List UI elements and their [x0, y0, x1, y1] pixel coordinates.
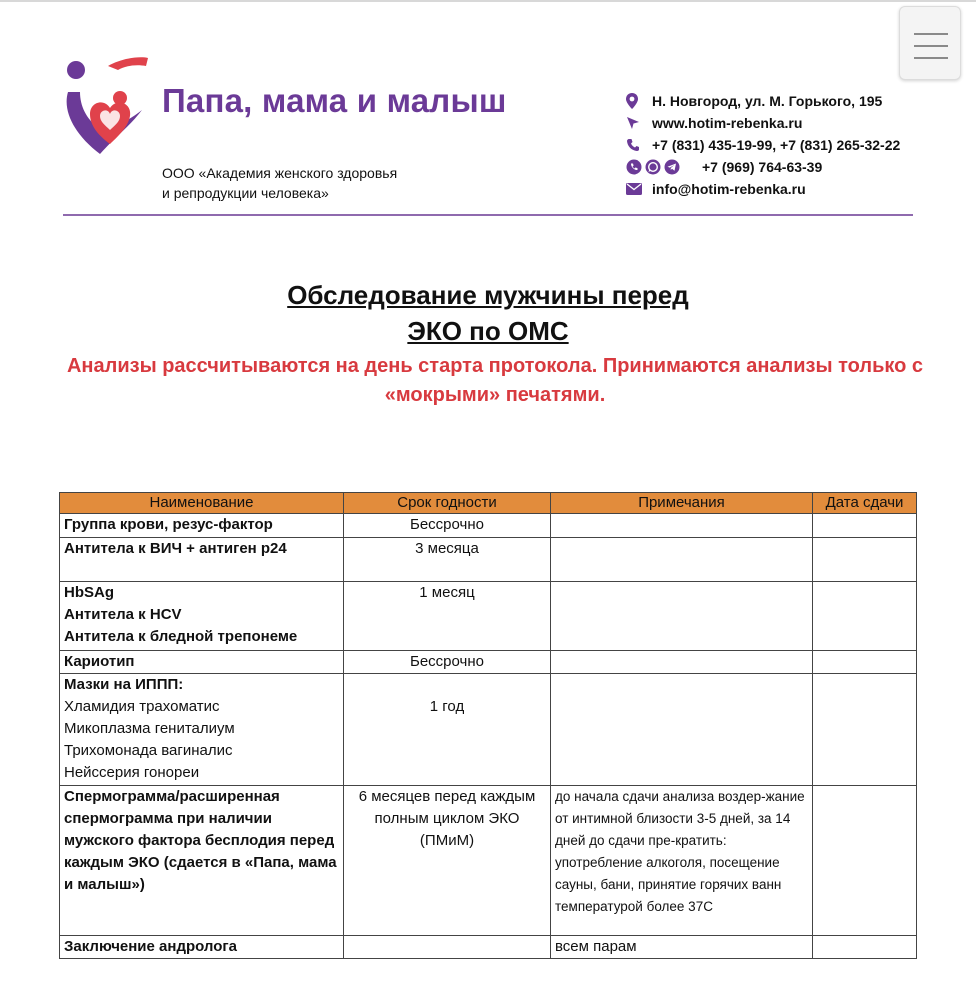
- column-header-validity: Срок годности: [344, 493, 551, 514]
- exam-note: всем парам: [551, 936, 813, 959]
- exam-validity: 1 год: [344, 674, 551, 786]
- exam-table: [59, 492, 917, 959]
- exam-name: Кариотип: [60, 651, 344, 674]
- table-header-row: [60, 493, 917, 514]
- exam-validity: 3 месяца: [344, 538, 551, 582]
- contact-phones: [626, 134, 900, 156]
- phones-text[interactable]: +7 (831) 435-19-99, +7 (831) 265-32-22: [652, 137, 901, 153]
- column-header-notes: Примечания: [551, 493, 813, 514]
- brand-logo-icon: [60, 52, 150, 162]
- exam-note: [551, 674, 813, 786]
- exam-validity: [344, 936, 551, 959]
- table-row: [60, 786, 917, 936]
- whatsapp-icon[interactable]: [645, 159, 661, 175]
- brand-name: Папа, мама и малыш: [162, 82, 507, 119]
- exam-name: Мазки на ИППП: Хламидия трахоматис Микоплазма гениталиум Трихомонада вагиналис Нейссерия гонореи: [60, 674, 344, 786]
- column-header-date: Дата сдачи: [813, 493, 917, 514]
- location-pin-icon: [626, 93, 652, 109]
- contact-website[interactable]: [626, 112, 900, 134]
- exam-name: Спермограмма/расширенная спермограмма при наличии мужского фактора бесплодия перед каждым ЭКО (сдается в «Папа, мама и малыш»): [60, 786, 344, 936]
- document-title-line-2: ЭКО по ОМС: [407, 316, 569, 346]
- cursor-icon: [626, 116, 652, 130]
- messenger-icons: [626, 159, 702, 175]
- exam-note: до начала сдачи анализа воздер-жание от интимной близости 3-5 дней, за 14 дней до сдачи пре-кратить: употребление алкоголя, посещение сауны, бани, принятие горячих ванн температурой более 37С: [551, 786, 813, 936]
- header-divider: [63, 214, 913, 216]
- exam-validity: Бессрочно: [344, 651, 551, 674]
- email-link[interactable]: info@hotim-rebenka.ru: [652, 181, 806, 197]
- contact-address: [626, 90, 900, 112]
- notice-text: Анализы рассчитываются на день старта протокола. Принимаются анализы только с «мокрыми» печатями.: [66, 355, 923, 406]
- messenger-phone-text[interactable]: +7 (969) 764-63-39: [702, 159, 823, 175]
- contact-messengers: [626, 156, 900, 178]
- exam-date: [813, 786, 917, 936]
- exam-name: Антитела к ВИЧ + антиген р24: [60, 538, 344, 582]
- organization-name: [162, 163, 397, 203]
- table-row: [60, 582, 917, 651]
- contacts-block: [626, 90, 900, 200]
- exam-note: [551, 651, 813, 674]
- column-header-name: Наименование: [60, 493, 344, 514]
- org-line-1: ООО «Академия женского здоровья: [162, 165, 398, 181]
- top-border: [0, 0, 976, 2]
- org-line-2: и репродукции человека»: [162, 185, 329, 201]
- table-row: [60, 674, 917, 786]
- exam-validity: 6 месяцев перед каждым полным циклом ЭКО (ПМиМ): [344, 786, 551, 936]
- menu-button[interactable]: [899, 6, 961, 80]
- exam-note: [551, 514, 813, 538]
- exam-name: HbSAg Антитела к HCV Антитела к бледной трепонеме: [60, 582, 344, 651]
- exam-date: [813, 674, 917, 786]
- exam-date: [813, 538, 917, 582]
- exam-name: Группа крови, резус-фактор: [60, 514, 344, 538]
- exam-date: [813, 514, 917, 538]
- exam-date: [813, 651, 917, 674]
- website-link[interactable]: www.hotim-rebenka.ru: [652, 115, 803, 131]
- exam-note: [551, 538, 813, 582]
- exam-date: [813, 582, 917, 651]
- exam-validity: 1 месяц: [344, 582, 551, 651]
- mail-icon: [626, 183, 652, 195]
- telegram-icon[interactable]: [664, 159, 680, 175]
- contact-email[interactable]: [626, 178, 900, 200]
- address-text: Н. Новгород, ул. М. Горького, 195: [652, 93, 883, 109]
- document-title-line-1: Обследование мужчины перед: [287, 280, 689, 310]
- table-row: [60, 514, 917, 538]
- menu-icon: [914, 45, 948, 47]
- menu-icon: [914, 57, 948, 59]
- exam-name: Заключение андролога: [60, 936, 344, 959]
- exam-note: [551, 582, 813, 651]
- table-row: [60, 538, 917, 582]
- viber-icon[interactable]: [626, 159, 642, 175]
- menu-icon: [914, 33, 948, 35]
- table-row: [60, 936, 917, 959]
- exam-date: [813, 936, 917, 959]
- phone-icon: [626, 138, 652, 152]
- table-row: [60, 651, 917, 674]
- exam-validity: Бессрочно: [344, 514, 551, 538]
